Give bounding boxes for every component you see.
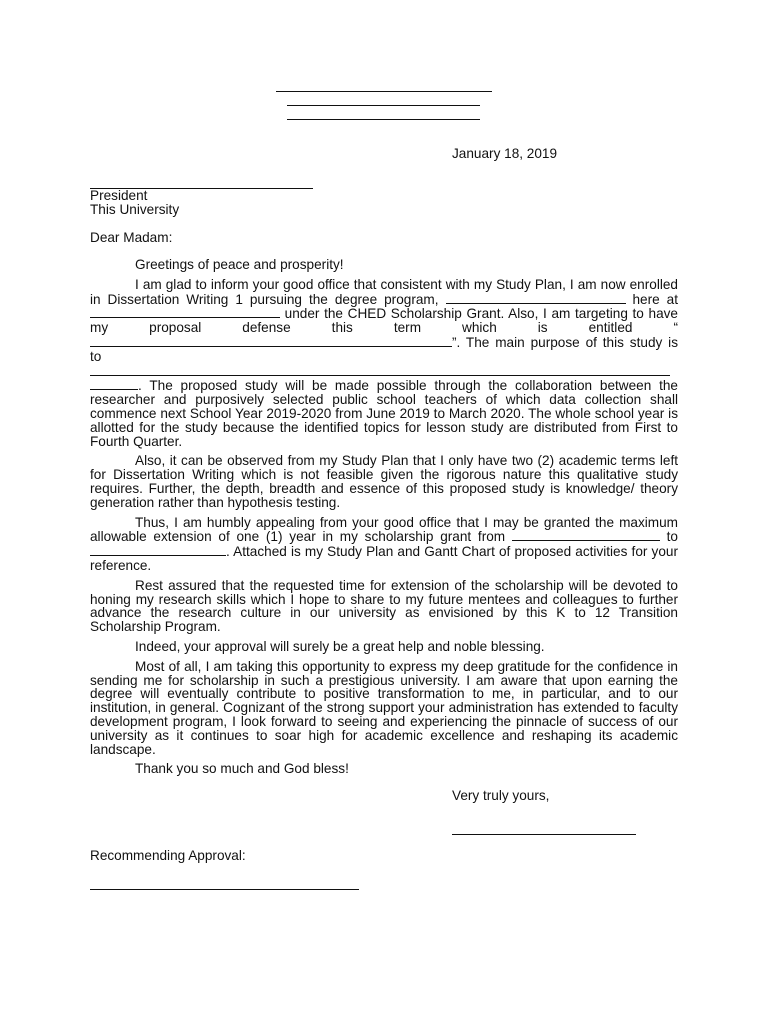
sender-line-3 — [287, 119, 480, 120]
assurance-text: Rest assured that the requested time for extension of the scholarship will be devoted to honing my research skills which I hope to share to my future mentees and colleagues to further advance the research culture in our university as envisioned by this K to 12 Transition Scholarship Program. — [90, 577, 678, 635]
degree-program-blank — [446, 292, 626, 304]
letter-body — [90, 258, 678, 782]
signature-line — [452, 834, 636, 835]
thanks-text: Thank you so much and God bless! — [135, 761, 349, 777]
recommending-signature-line — [90, 889, 359, 890]
sender-line-1 — [276, 91, 492, 92]
recommending-approval-label: Recommending Approval: — [90, 848, 246, 863]
enrollment-text-e: . The proposed study will be made possible through the collaboration between the researcher and purposively selected public school teachers of which data collection shall commence next School Year 2019-2020 from June 2019 to March 2020. The whole school year is allotted for the study because the identified topics for lesson study are distributed from First to Fourth Quarter. — [90, 378, 678, 449]
enrollment-text-a: I am glad to inform your good office that consistent with my Study Plan, I am now enrolled in Dissertation Writing 1 pursuing the degree program, — [90, 276, 678, 307]
paragraph-assurance — [90, 579, 678, 634]
university-blank — [90, 306, 280, 318]
approval-text: Indeed, your approval will surely be a great help and noble blessing. — [135, 638, 545, 654]
paragraph-approval — [90, 640, 678, 654]
study-plan-text: Also, it can be observed from my Study Plan that I only have two (2) academic terms left for Dissertation Writing which is not feasible given the rigorous nature this qualitative study requires. Further, the depth, breadth and essence of this proposed study is knowledge/ theory generation rather than hypothesis testing. — [90, 453, 678, 510]
enrollment-text-d: ”. The main purpose of this study is to — [90, 334, 678, 364]
paragraph-thanks — [90, 762, 678, 776]
grant-end-blank — [90, 544, 226, 556]
enrollment-text-c: under the CHED Scholarship Grant. Also, I am targeting to have my proposal defense this term which is entitled — [90, 306, 678, 336]
recipient-title: President — [90, 188, 148, 203]
title-open-quote: “ — [673, 320, 678, 336]
grant-start-blank — [512, 529, 660, 541]
paragraph-enrollment — [90, 278, 678, 449]
study-purpose-blank-2 — [90, 378, 138, 390]
greeting-text: Greetings of peace and prosperity! — [135, 257, 344, 272]
appeal-text-b: to — [666, 529, 678, 545]
appeal-text-a: Thus, I am humbly appealing from your good office that I may be granted the maximum allowable extension of one (1) year in my scholarship grant from — [90, 514, 678, 545]
closing: Very truly yours, — [452, 788, 550, 803]
study-title-blank — [90, 335, 452, 347]
salutation: Dear Madam: — [90, 230, 173, 245]
paragraph-study-plan — [90, 454, 678, 509]
paragraph-gratitude — [90, 660, 678, 757]
enrollment-text-b: here at — [632, 291, 679, 307]
recipient-institution: This University — [90, 202, 180, 217]
gratitude-text: Most of all, I am taking this opportunity to express my deep gratitude for the confidence in sending me for scholarship in such a prestigious university. I am aware that upon earning the degree will eventually contribute to positive transformation to me, in particular, and to our institution, in general. Cognizant of the strong support your administration has extended to faculty development program, I look forward to seeing and experiencing the pinnacle of success of our university as it continues to soar high for academic excellence and reshaping its academic landscape. — [90, 658, 678, 757]
study-purpose-blank — [90, 364, 670, 376]
letter-date: January 18, 2019 — [452, 146, 558, 161]
appeal-text-c: . Attached is my Study Plan and Gantt Chart of proposed activities for your reference. — [90, 544, 678, 573]
paragraph-appeal — [90, 516, 678, 573]
greeting-paragraph — [90, 258, 678, 272]
sender-line-2 — [287, 105, 480, 106]
